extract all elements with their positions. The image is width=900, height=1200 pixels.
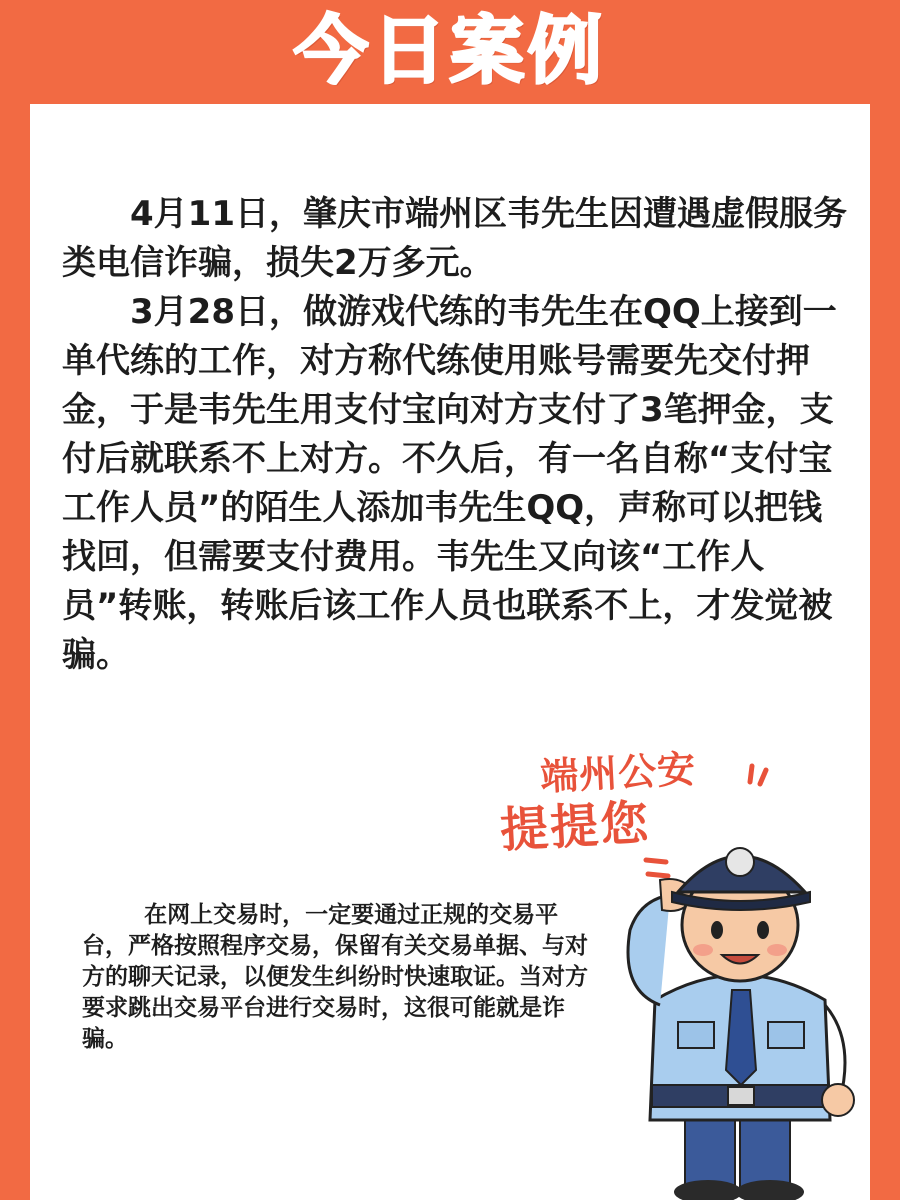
story-paragraph-1: 4月11日，肇庆市端州区韦先生因遭遇虚假服务类电信诈骗，损失2万多元。 (62, 194, 847, 283)
decor-strokes-icon (740, 760, 780, 800)
case-story (62, 190, 852, 680)
page-title: 今日案例 (294, 8, 606, 94)
story-paragraph-2: 3月28日，做游戏代练的韦先生在QQ上接到一单代练的工作，对方称代练使用账号需要先交付押金，于是韦先生用支付宝向对方支付了3笔押金，支付后就联系不上对方。不久后，有一名自称“支付宝工作人员”的陌生人添加韦先生QQ，声称可以把钱找回，但需要支付费用。韦先生又向该“工作人员”转账，转账后该工作人员也联系不上，才发觉被骗。 (62, 292, 837, 675)
police-officer-illustration (600, 800, 880, 1200)
police-badge-title: 端州公安 (539, 746, 698, 800)
cap-badge (726, 848, 754, 876)
reminder-title: 提提您 (498, 795, 652, 859)
safety-tip: 在网上交易时，一定要通过正规的交易平台，严格按照程序交易，保留有关交易单据、与对方的聊天记录，以便发生纠纷时快速取证。当对方要求跳出交易平台进行交易时，这很可能就是诈骗。 (82, 902, 588, 1052)
